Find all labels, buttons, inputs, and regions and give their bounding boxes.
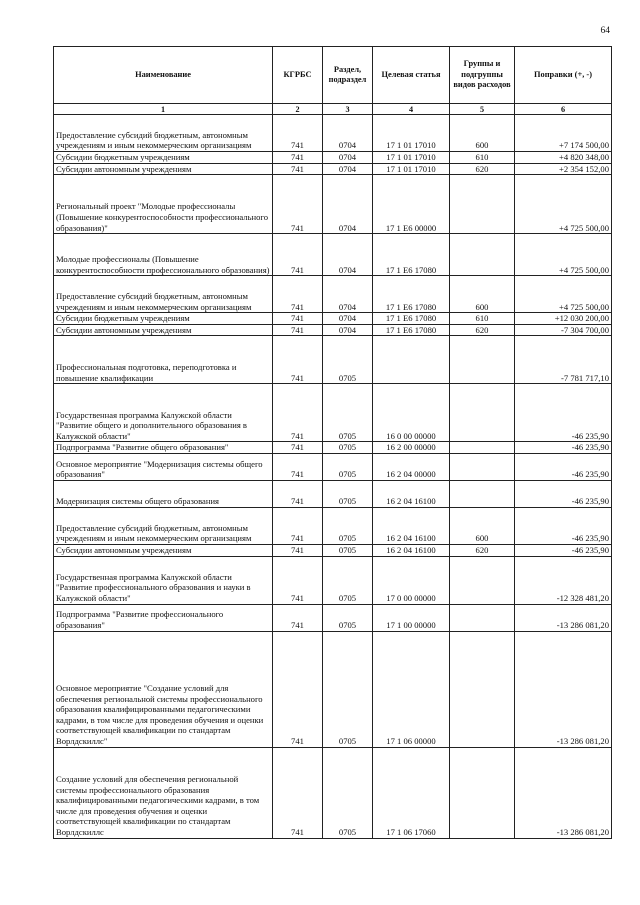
row-amount: +7 174 500,00 — [515, 115, 612, 152]
row-name: Региональный проект "Молодые профессионалы (Повышение конкурентоспособности профессионального образования)" — [54, 175, 273, 234]
row-group — [450, 442, 515, 454]
row-name: Субсидии автономным учреждениям — [54, 163, 273, 175]
row-section: 0705 — [323, 556, 373, 604]
row-name: Молодые профессионалы (Повышение конкурентоспособности профессионального образования) — [54, 234, 273, 276]
row-group: 600 — [450, 115, 515, 152]
row-amount: +4 725 500,00 — [515, 276, 612, 313]
row-group — [450, 234, 515, 276]
row-target — [373, 336, 450, 384]
row-target: 17 1 01 17010 — [373, 152, 450, 164]
row-target: 17 1 E6 00000 — [373, 175, 450, 234]
row-section: 0704 — [323, 234, 373, 276]
page-number: 64 — [600, 26, 610, 36]
row-section: 0704 — [323, 324, 373, 336]
row-section: 0705 — [323, 631, 373, 747]
row-target: 17 1 E6 17080 — [373, 234, 450, 276]
row-group — [450, 631, 515, 747]
row-name: Субсидии автономным учреждениям — [54, 324, 273, 336]
row-target: 17 0 00 00000 — [373, 556, 450, 604]
row-kgrbs: 741 — [273, 324, 323, 336]
row-target: 17 1 00 00000 — [373, 604, 450, 631]
row-kgrbs: 741 — [273, 556, 323, 604]
row-section: 0704 — [323, 175, 373, 234]
row-amount: +2 354 152,00 — [515, 163, 612, 175]
column-number: 6 — [515, 104, 612, 115]
row-kgrbs: 741 — [273, 336, 323, 384]
column-number: 1 — [54, 104, 273, 115]
row-name: Основное мероприятие "Модернизация системы общего образования" — [54, 453, 273, 480]
row-group — [450, 556, 515, 604]
table-row — [54, 234, 612, 276]
row-amount: -12 328 481,20 — [515, 556, 612, 604]
row-target: 17 1 E6 17080 — [373, 276, 450, 313]
table-row — [54, 747, 612, 838]
row-kgrbs: 741 — [273, 152, 323, 164]
table-row — [54, 604, 612, 631]
row-amount: -13 286 081,20 — [515, 747, 612, 838]
table-row — [54, 631, 612, 747]
row-group — [450, 604, 515, 631]
row-name: Субсидии бюджетным учреждениям — [54, 152, 273, 164]
row-kgrbs: 741 — [273, 480, 323, 507]
row-amount: -46 235,90 — [515, 544, 612, 556]
row-group — [450, 453, 515, 480]
row-kgrbs: 741 — [273, 276, 323, 313]
row-group: 610 — [450, 313, 515, 325]
row-target: 16 2 04 16100 — [373, 507, 450, 544]
row-name: Модернизация системы общего образования — [54, 480, 273, 507]
row-kgrbs: 741 — [273, 604, 323, 631]
row-kgrbs: 741 — [273, 175, 323, 234]
row-name: Предоставление субсидий бюджетным, автономным учреждениям и иным некоммерческим организациям — [54, 507, 273, 544]
header-section: Раздел, подраздел — [323, 47, 373, 104]
row-amount: -46 235,90 — [515, 480, 612, 507]
table-row — [54, 175, 612, 234]
row-kgrbs: 741 — [273, 234, 323, 276]
row-kgrbs: 741 — [273, 313, 323, 325]
table-row — [54, 507, 612, 544]
row-target: 16 2 04 16100 — [373, 544, 450, 556]
row-amount: -7 781 717,10 — [515, 336, 612, 384]
row-section: 0705 — [323, 544, 373, 556]
column-number: 5 — [450, 104, 515, 115]
header-kgrbs: КГРБС — [273, 47, 323, 104]
row-kgrbs: 741 — [273, 544, 323, 556]
row-section: 0704 — [323, 163, 373, 175]
row-group — [450, 336, 515, 384]
row-group — [450, 747, 515, 838]
row-name: Субсидии автономным учреждениям — [54, 544, 273, 556]
row-target: 16 2 00 00000 — [373, 442, 450, 454]
table-row — [54, 163, 612, 175]
row-name: Основное мероприятие "Создание условий для обеспечения региональной системы профессионального образования квалифицированными педагогическими кадрами, в том числе для проведения обучения и оценки соответствующей квалификации по стандартам Ворлдскиллс" — [54, 631, 273, 747]
row-group: 600 — [450, 276, 515, 313]
row-section: 0704 — [323, 276, 373, 313]
table-body — [54, 115, 612, 839]
row-section: 0705 — [323, 384, 373, 442]
row-target: 16 2 04 00000 — [373, 453, 450, 480]
table-row — [54, 336, 612, 384]
table-row — [54, 480, 612, 507]
row-section: 0705 — [323, 507, 373, 544]
row-name: Подпрограмма "Развитие профессионального образования" — [54, 604, 273, 631]
header-row — [54, 47, 612, 104]
row-name: Профессиональная подготовка, переподготовка и повышение квалификации — [54, 336, 273, 384]
row-name: Подпрограмма "Развитие общего образования" — [54, 442, 273, 454]
row-name: Предоставление субсидий бюджетным, автономным учреждениям и иным некоммерческим организациям — [54, 276, 273, 313]
row-kgrbs: 741 — [273, 163, 323, 175]
row-group: 620 — [450, 163, 515, 175]
header-groups: Группы и подгруппы видов расходов — [450, 47, 515, 104]
row-amount: -13 286 081,20 — [515, 604, 612, 631]
header-amendments: Поправки (+, -) — [515, 47, 612, 104]
row-kgrbs: 741 — [273, 384, 323, 442]
column-number: 4 — [373, 104, 450, 115]
header-target: Целевая статья — [373, 47, 450, 104]
row-amount: -7 304 700,00 — [515, 324, 612, 336]
row-amount: +4 725 500,00 — [515, 175, 612, 234]
row-target: 17 1 01 17010 — [373, 115, 450, 152]
row-name: Государственная программа Калужской области "Развитие общего и дополнительного образования в Калужской области" — [54, 384, 273, 442]
row-section: 0705 — [323, 480, 373, 507]
row-target: 17 1 06 00000 — [373, 631, 450, 747]
row-amount: -46 235,90 — [515, 442, 612, 454]
row-section: 0705 — [323, 747, 373, 838]
row-section: 0705 — [323, 453, 373, 480]
row-group: 610 — [450, 152, 515, 164]
row-name: Субсидии бюджетным учреждениям — [54, 313, 273, 325]
row-group: 620 — [450, 324, 515, 336]
row-group: 620 — [450, 544, 515, 556]
row-amount: +4 725 500,00 — [515, 234, 612, 276]
row-section: 0705 — [323, 604, 373, 631]
row-target: 17 1 06 17060 — [373, 747, 450, 838]
row-group — [450, 480, 515, 507]
row-group — [450, 384, 515, 442]
row-section: 0705 — [323, 336, 373, 384]
row-section: 0704 — [323, 313, 373, 325]
row-group — [450, 175, 515, 234]
table-row — [54, 384, 612, 442]
table-row — [54, 453, 612, 480]
budget-table — [53, 46, 612, 839]
row-kgrbs: 741 — [273, 747, 323, 838]
row-kgrbs: 741 — [273, 442, 323, 454]
row-amount: -46 235,90 — [515, 384, 612, 442]
row-amount: +4 820 348,00 — [515, 152, 612, 164]
table-row — [54, 442, 612, 454]
table-row — [54, 556, 612, 604]
row-kgrbs: 741 — [273, 453, 323, 480]
row-kgrbs: 741 — [273, 631, 323, 747]
table-row — [54, 152, 612, 164]
row-kgrbs: 741 — [273, 507, 323, 544]
table-row — [54, 313, 612, 325]
row-name: Создание условий для обеспечения региональной системы профессионального образования квалифицированными педагогическими кадрами, в том числе для проведения обучения и оценки соответствующей квалификации по стандартам Ворлдскиллс — [54, 747, 273, 838]
table-row — [54, 544, 612, 556]
row-kgrbs: 741 — [273, 115, 323, 152]
column-number: 3 — [323, 104, 373, 115]
row-name: Предоставление субсидий бюджетным, автономным учреждениям и иным некоммерческим организациям — [54, 115, 273, 152]
row-target: 17 1 01 17010 — [373, 163, 450, 175]
row-target: 16 0 00 00000 — [373, 384, 450, 442]
column-number: 2 — [273, 104, 323, 115]
row-target: 16 2 04 16100 — [373, 480, 450, 507]
row-section: 0704 — [323, 115, 373, 152]
row-amount: -13 286 081,20 — [515, 631, 612, 747]
row-amount: -46 235,90 — [515, 453, 612, 480]
row-section: 0704 — [323, 152, 373, 164]
table-row — [54, 276, 612, 313]
row-name: Государственная программа Калужской области "Развитие профессионального образования и науки в Калужской области" — [54, 556, 273, 604]
row-group: 600 — [450, 507, 515, 544]
row-amount: +12 030 200,00 — [515, 313, 612, 325]
header-name: Наименование — [54, 47, 273, 104]
column-number-row — [54, 104, 612, 115]
row-section: 0705 — [323, 442, 373, 454]
table-row — [54, 115, 612, 152]
row-target: 17 1 E6 17080 — [373, 324, 450, 336]
row-target: 17 1 E6 17080 — [373, 313, 450, 325]
row-amount: -46 235,90 — [515, 507, 612, 544]
table-row — [54, 324, 612, 336]
